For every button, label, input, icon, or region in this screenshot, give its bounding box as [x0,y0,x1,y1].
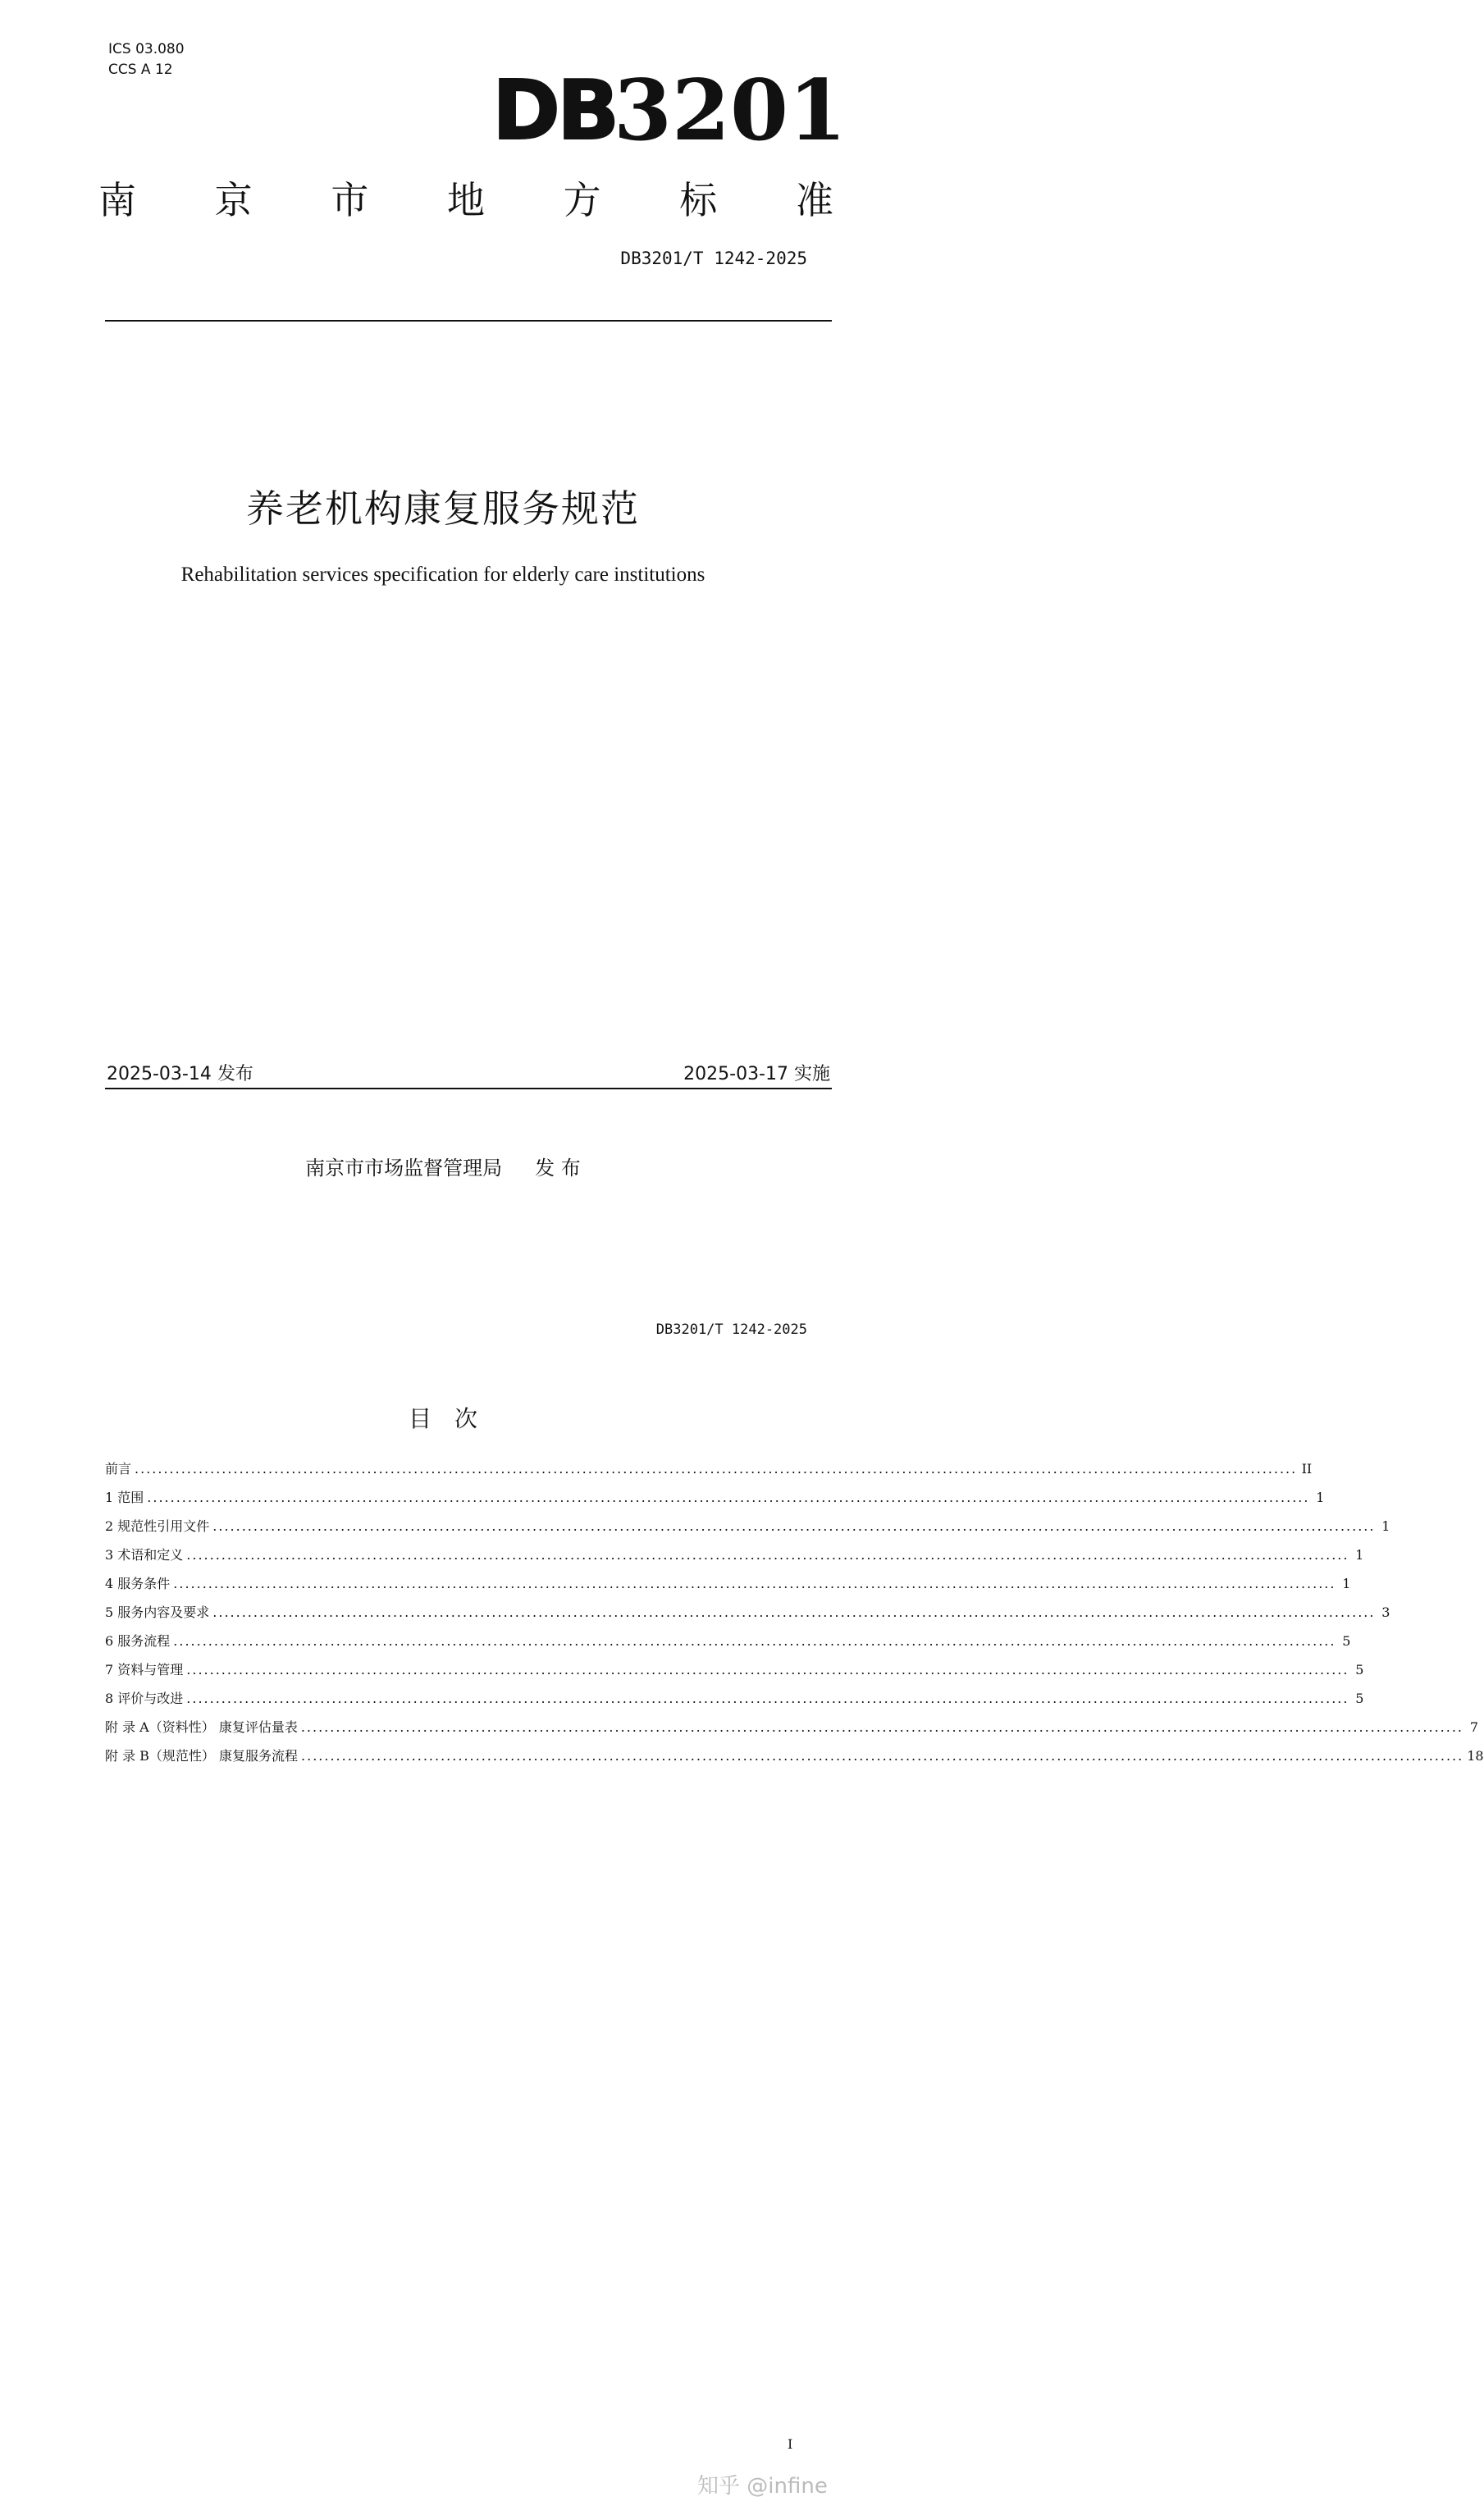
toc-entry[interactable] [105,1458,1313,1487]
issuer-name: 南京市市场监督管理局 [305,1157,503,1180]
document-title-en: Rehabilitation services specification for elderly care institutions [180,564,705,586]
toc-leader-dots: ........................................................................................................................................................................................................ [147,1490,1310,1505]
standard-type-char: 京 [214,178,253,222]
toc-entry-label: 附 录 B（规范性） 康复服务流程 [105,1748,299,1764]
standard-type [98,171,833,225]
toc-entry-page: 5 [1342,1633,1351,1649]
toc-entry-page: II [1301,1461,1313,1477]
toc-entry[interactable] [105,1659,1364,1688]
ics-ccs-block [108,39,185,80]
toc-leader-dots: ........................................................................................................................................................................................................ [173,1633,1336,1649]
publish-date: 2025-03-14 发布 [107,1064,253,1084]
toc-entry[interactable] [105,1545,1364,1573]
ics-code: ICS 03.080 [108,41,185,57]
toc-heading: 目 次 [408,1405,477,1432]
toc-leader-dots: ........................................................................................................................................................................................................ [186,1547,1349,1563]
toc-entry[interactable] [105,1746,1484,1774]
zhihu-watermark: 知乎 @infine [697,2474,828,2499]
toc-entry-page: 3 [1381,1604,1390,1620]
toc-entry-page: 7 [1469,1719,1479,1735]
standard-type-char: 地 [446,178,485,222]
toc-entry-page: 1 [1316,1490,1325,1505]
toc-entry-label: 2 规范性引用文件 [105,1518,210,1534]
db-logo [492,62,847,160]
ccs-code: CCS A 12 [108,62,173,78]
toc-entry-label: 5 服务内容及要求 [105,1604,210,1620]
standard-type-char: 南 [98,178,136,222]
issuer-line [0,1152,886,1180]
standard-type-char: 方 [563,178,601,222]
toc-entry-label: 8 评价与改进 [105,1691,184,1706]
toc-entry[interactable] [105,1487,1325,1516]
toc-leader-dots: ........................................................................................................................................................................................................ [173,1576,1336,1591]
toc-entry[interactable] [105,1631,1351,1659]
standard-type-char: 准 [795,178,833,222]
toc-standard-number: DB3201/T 1242-2025 [655,1321,807,1338]
toc-entry-label: 前言 [105,1461,132,1477]
header-divider [105,320,832,322]
footer-divider [105,1088,832,1089]
standard-type-char: 市 [331,178,369,222]
toc-entry-page: 18 [1467,1748,1484,1764]
toc-entry[interactable] [105,1717,1479,1746]
toc-entry-label: 7 资料与管理 [105,1662,184,1678]
toc-entry-label: 4 服务条件 [105,1576,171,1591]
toc-leader-dots: ........................................................................................................................................................................................................ [186,1662,1349,1678]
toc-entry-page: 1 [1342,1576,1351,1591]
standard-number: DB3201/T 1242-2025 [620,249,807,268]
toc-leader-dots: ........................................................................................................................................................................................................ [212,1604,1376,1620]
table-of-contents [105,1458,1484,1774]
document-title-cn: 养老机构康复服务规范 [246,486,640,531]
implement-date: 2025-03-17 实施 [683,1064,830,1084]
toc-entry-label: 3 术语和定义 [105,1547,184,1563]
toc-entry[interactable] [105,1602,1390,1631]
toc-entry-page: 5 [1355,1691,1364,1706]
toc-leader-dots: ........................................................................................................................................................................................................ [186,1691,1349,1706]
toc-entry[interactable] [105,1688,1364,1717]
toc-entry[interactable] [105,1573,1351,1602]
toc-leader-dots: ........................................................................................................................................................................................................ [300,1719,1464,1735]
db-logo-letters: DB [492,62,617,158]
toc-leader-dots: ........................................................................................................................................................................................................ [301,1748,1464,1764]
toc-leader-dots: ........................................................................................................................................................................................................ [212,1518,1376,1534]
page-number: I [788,2436,793,2452]
standard-type-char: 标 [679,178,718,222]
toc-entry-label: 附 录 A（资料性） 康复评估量表 [105,1719,298,1735]
db-logo-number: 3201 [614,62,847,160]
toc-entry[interactable] [105,1516,1390,1545]
toc-entry-page: 1 [1355,1547,1364,1563]
issue-word: 发 布 [535,1157,581,1180]
toc-entry-label: 6 服务流程 [105,1633,171,1649]
toc-entry-page: 1 [1381,1518,1390,1534]
toc-entry-label: 1 范围 [105,1490,144,1505]
toc-entry-page: 5 [1355,1662,1364,1678]
toc-leader-dots: ........................................................................................................................................................................................................ [135,1461,1298,1477]
